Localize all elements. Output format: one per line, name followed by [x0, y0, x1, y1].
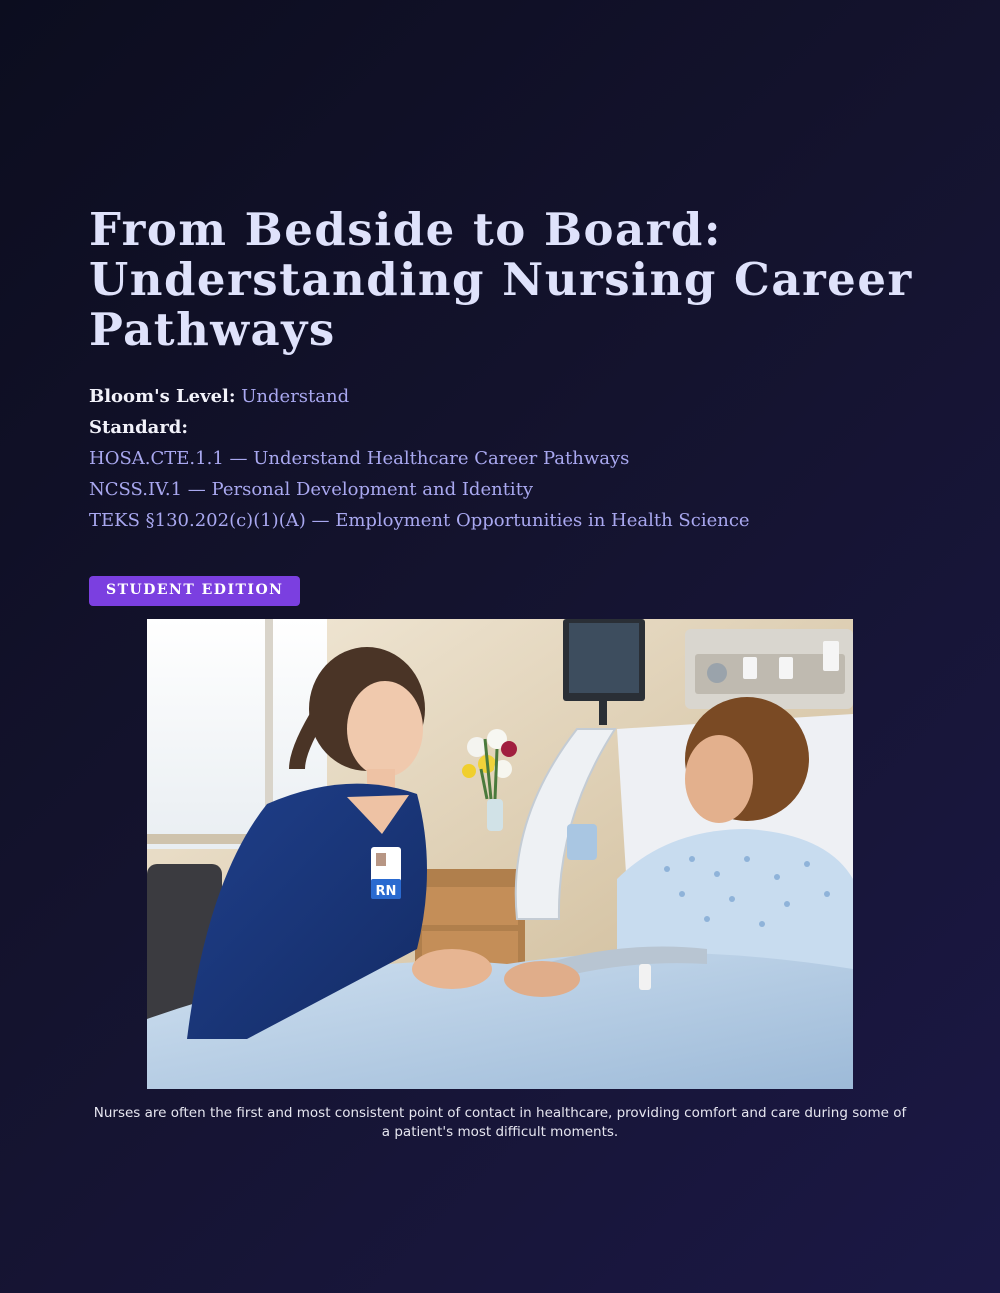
nurse-face [347, 681, 423, 777]
title-line-1: From Bedside to Board: [89, 203, 722, 256]
title-line-3: Pathways [89, 303, 336, 356]
page-title [89, 205, 919, 355]
student-edition-badge: STUDENT EDITION [89, 576, 300, 606]
blooms-level-row [89, 381, 919, 412]
standard-label: Standard: [89, 417, 189, 438]
rn-badge-text: RN [375, 884, 397, 899]
blooms-level-value: Understand [241, 386, 350, 407]
photo-caption: Nurses are often the first and most consistent point of contact in healthcare, providing comfort and care during some of a patient's most difficult moments. [93, 1105, 907, 1140]
patient-face [685, 735, 753, 823]
nurse-patient-illustration [147, 619, 853, 1089]
clasped-hands [412, 949, 492, 989]
standard-item: NCSS.IV.1 — Personal Development and Identity [89, 479, 534, 500]
cover-photo [147, 619, 853, 1089]
standard-item: TEKS §130.202(c)(1)(A) — Employment Opportunities in Health Science [89, 510, 750, 531]
standard-item: HOSA.CTE.1.1 — Understand Healthcare Career Pathways [89, 448, 630, 469]
lesson-metadata [89, 381, 919, 536]
blooms-level-label: Bloom's Level: [89, 386, 236, 407]
flower-vase [487, 799, 503, 831]
cover-header [89, 205, 919, 606]
title-line-2: Understanding Nursing Career [89, 253, 913, 306]
